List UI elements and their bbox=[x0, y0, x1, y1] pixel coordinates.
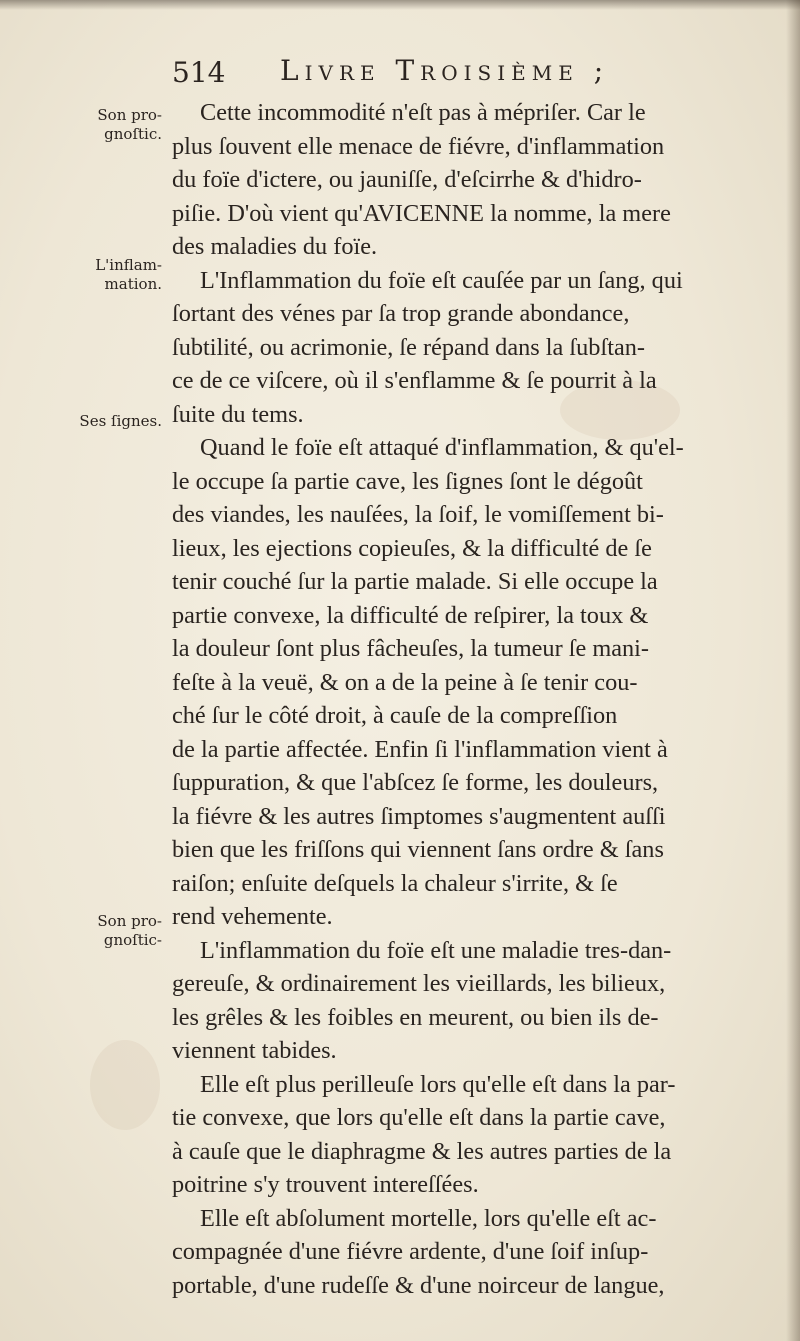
body-text bbox=[172, 96, 760, 1302]
margin-note-prognostic-2 bbox=[50, 912, 162, 950]
paper-stain bbox=[90, 1040, 160, 1130]
text-line: ce de ce viſcere, où il s'enflamme & ſe pourrit à la bbox=[172, 367, 657, 394]
text-line: les grêles & les foibles en meurent, ou bien ils de- bbox=[172, 1003, 659, 1031]
text-line: L'inflammation du foïe eſt une maladie tres-dan- bbox=[200, 936, 672, 964]
text-line: tie convexe, que lors qu'elle eſt dans la partie cave, bbox=[172, 1104, 666, 1131]
text-line: la fiévre & les autres ſimptomes s'augmentent auſſi bbox=[172, 802, 666, 830]
text-line: feſte à la veuë, & on a de la peine à ſe tenir cou- bbox=[172, 668, 638, 696]
page-top-shadow bbox=[0, 0, 800, 10]
margin-note-prognostic bbox=[50, 106, 162, 144]
margin-note-line: Son pro- bbox=[97, 106, 162, 124]
margin-note-signes bbox=[50, 412, 162, 431]
text-line: des viandes, les nauſées, la ſoif, le vomiſſement bi- bbox=[172, 501, 664, 528]
text-line: Elle eſt plus perilleuſe lors qu'elle eſt dans la par- bbox=[200, 1070, 676, 1098]
text-line: ſuite du tems. bbox=[172, 400, 304, 428]
text-line: gereuſe, & ordinairement les vieillards, les bilieux, bbox=[172, 970, 666, 997]
running-title: Livre Troisième ; bbox=[280, 54, 610, 87]
text-line: portable, d'une rudeſſe & d'une noirceur de langue, bbox=[172, 1271, 665, 1299]
page-gutter-shadow bbox=[786, 0, 800, 1341]
text-line: la douleur ſont plus fâcheuſes, la tumeur ſe mani- bbox=[172, 635, 650, 662]
text-line: rend vehemente. bbox=[172, 903, 333, 930]
text-line: ſuppuration, & que l'abſcez ſe forme, les douleurs, bbox=[172, 769, 659, 796]
text-line: lieux, les ejections copieuſes, & la difficulté de ſe bbox=[172, 534, 652, 562]
margin-note-line: mation. bbox=[104, 275, 162, 293]
text-line: viennent tabides. bbox=[172, 1037, 337, 1064]
margin-note-line: gnoſtic. bbox=[104, 125, 162, 143]
text-line: le occupe ſa partie cave, les ſignes ſont le dégoût bbox=[172, 467, 643, 495]
text-line: Elle eſt abſolument mortelle, lors qu'elle eſt ac- bbox=[200, 1204, 657, 1232]
text-line: Cette incommodité n'eſt pas à mépriſer. Car le bbox=[200, 99, 646, 126]
page-number: 514 bbox=[172, 56, 226, 89]
text-line: piſie. D'où vient qu'AVICENNE la nomme, la mere bbox=[172, 199, 671, 227]
text-line: ché ſur le côté droit, à cauſe de la compreſſion bbox=[172, 702, 618, 729]
text-line: compagnée d'une fiévre ardente, d'une ſoif inſup- bbox=[172, 1238, 649, 1265]
running-head bbox=[172, 54, 672, 94]
margin-note-line: L'inflam- bbox=[95, 256, 162, 274]
text-line: partie convexe, la difficulté de reſpirer, la toux & bbox=[172, 601, 649, 629]
margin-note-inflammation bbox=[50, 256, 162, 294]
text-line: de la partie affectée. Enfin ſi l'inflammation vient à bbox=[172, 735, 668, 763]
text-line: plus ſouvent elle menace de fiévre, d'inflammation bbox=[172, 132, 665, 160]
text-line: tenir couché ſur la partie malade. Si elle occupe la bbox=[172, 568, 658, 595]
text-line: L'Inflammation du foïe eſt cauſée par un ſang, qui bbox=[200, 266, 683, 294]
text-line: raiſon; enſuite deſquels la chaleur s'irrite, & ſe bbox=[172, 869, 618, 897]
text-line: bien que les friſſons qui viennent ſans ordre & ſans bbox=[172, 836, 664, 863]
margin-note-line: Son pro- bbox=[97, 912, 162, 930]
text-line: poitrine s'y trouvent intereſſées. bbox=[172, 1171, 479, 1198]
text-line: des maladies du foïe. bbox=[172, 233, 378, 260]
text-line: ſortant des vénes par ſa trop grande abondance, bbox=[172, 300, 630, 327]
text-line: à cauſe que le diaphragme & les autres parties de la bbox=[172, 1137, 672, 1165]
text-line: du foïe d'ictere, ou jauniſſe, d'eſcirrhe & d'hidro- bbox=[172, 166, 642, 193]
text-line: Quand le foïe eſt attaqué d'inflammation, & qu'el- bbox=[200, 434, 684, 461]
margin-note-line: gnoſtic- bbox=[103, 931, 162, 949]
margin-note-line: Ses ſignes. bbox=[79, 412, 162, 430]
text-line: ſubtilité, ou acrimonie, ſe répand dans la ſubſtan- bbox=[172, 333, 645, 361]
